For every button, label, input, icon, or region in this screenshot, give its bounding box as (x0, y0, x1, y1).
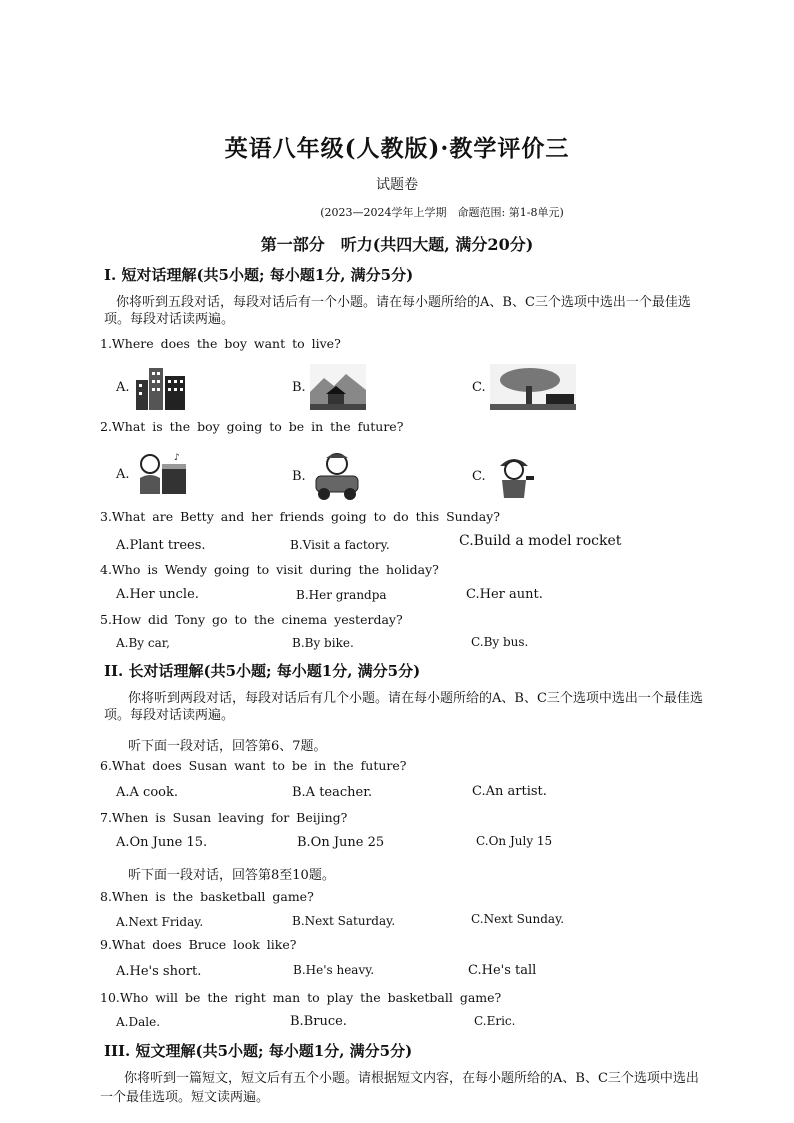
city-buildings-icon (134, 364, 188, 410)
question: 5.How did Tony go to the cinema yesterday? (100, 612, 403, 627)
option-b: B.A teacher. (292, 785, 373, 800)
option-a: A.A cook. (116, 785, 178, 800)
listening-note: 听下面一段对话，回答第6、7题。 (128, 739, 327, 754)
option-b: B.On June 25 (297, 835, 385, 850)
option-a: A.Next Friday. (116, 915, 204, 929)
option-a: A.Her uncle. (116, 587, 199, 602)
question: 1.Where does the boy want to live? (100, 336, 341, 351)
option-a: A.Dale. (116, 1015, 161, 1029)
option-b: B.Bruce. (290, 1014, 347, 1029)
musician-piano-icon (134, 450, 190, 498)
option-b: B. (292, 364, 366, 410)
question: 7.When is Susan leaving for Beijing? (100, 810, 348, 825)
driver-car-icon (310, 450, 364, 502)
worker-helmet-icon (490, 450, 538, 502)
option-b: B.Her grandpa (296, 588, 387, 602)
countryside-house-icon (310, 364, 366, 410)
option-b: B. (292, 450, 364, 502)
option-c: C.He's tall (468, 963, 537, 978)
option-b: B.He's heavy. (293, 963, 375, 977)
section-heading: III. 短文理解(共5小题; 每小题1分, 满分5分) (104, 1042, 413, 1060)
option-c: C.By bus. (471, 635, 529, 649)
option-c: C.Next Sunday. (471, 912, 565, 926)
question: 6.What does Susan want to be in the future? (100, 758, 407, 773)
section-instruction: 你将听到一篇短文，短文后有五个小题。请根据短文内容，在每小题所给的A、B、C三个选项中选出一个最佳选项。短文读两遍。 (100, 1071, 699, 1105)
village-tree-icon (490, 364, 576, 410)
option-c: C. (472, 450, 538, 502)
section-heading: II. 长对话理解(共5小题; 每小题1分, 满分5分) (104, 662, 421, 680)
option-c: C. (472, 364, 576, 410)
option-a: A.He's short. (116, 964, 202, 979)
question: 10.Who will be the right man to play the basketball game? (100, 990, 502, 1005)
part-title: 第一部分 听力(共四大题, 满分20分) (260, 235, 534, 254)
question: 9.What does Bruce look like? (100, 937, 297, 952)
option-c: C.Eric. (474, 1014, 516, 1028)
option-b: B.Next Saturday. (292, 914, 396, 928)
question: 3.What are Betty and her friends going to do this Sunday? (100, 509, 500, 524)
option-b: B.Visit a factory. (290, 538, 390, 552)
page-subtitle: 试题卷 (376, 177, 418, 193)
option-c: C.On July 15 (476, 834, 553, 848)
section-instruction: 你将听到五段对话，每段对话后有一个小题。请在每小题所给的A、B、C三个选项中选出一个最佳选项。每段对话读两遍。 (104, 295, 691, 327)
option-a: A.By car, (116, 636, 170, 650)
exam-range: (2023—2024学年上学期 命题范围: 第1-8单元) (320, 206, 564, 219)
section-heading: I. 短对话理解(共5小题; 每小题1分, 满分5分) (104, 266, 414, 284)
option-a: A. ♪ (116, 450, 190, 498)
option-a: A. (116, 364, 188, 410)
option-a: A.On June 15. (116, 835, 208, 850)
section-instruction: 你将听到两段对话，每段对话后有几个小题。请在每小题所给的A、B、C三个选项中选出一个最佳选项。每段对话读两遍。 (104, 691, 703, 723)
option-a: A.Plant trees. (116, 538, 206, 553)
option-c: C.Her aunt. (466, 587, 543, 602)
question: 2.What is the boy going to be in the future? (100, 419, 404, 434)
question: 4.Who is Wendy going to visit during the holiday? (100, 562, 439, 577)
svg-text:♪: ♪ (173, 453, 180, 463)
question: 8.When is the basketball game? (100, 889, 314, 904)
listening-note: 听下面一段对话，回答第8至10题。 (128, 868, 335, 883)
option-b: B.By bike. (292, 636, 354, 650)
page-title: 英语八年级(人教版)·教学评价三 (224, 135, 570, 162)
option-c: C.An artist. (472, 784, 547, 799)
option-c: C.Build a model rocket (459, 533, 622, 549)
